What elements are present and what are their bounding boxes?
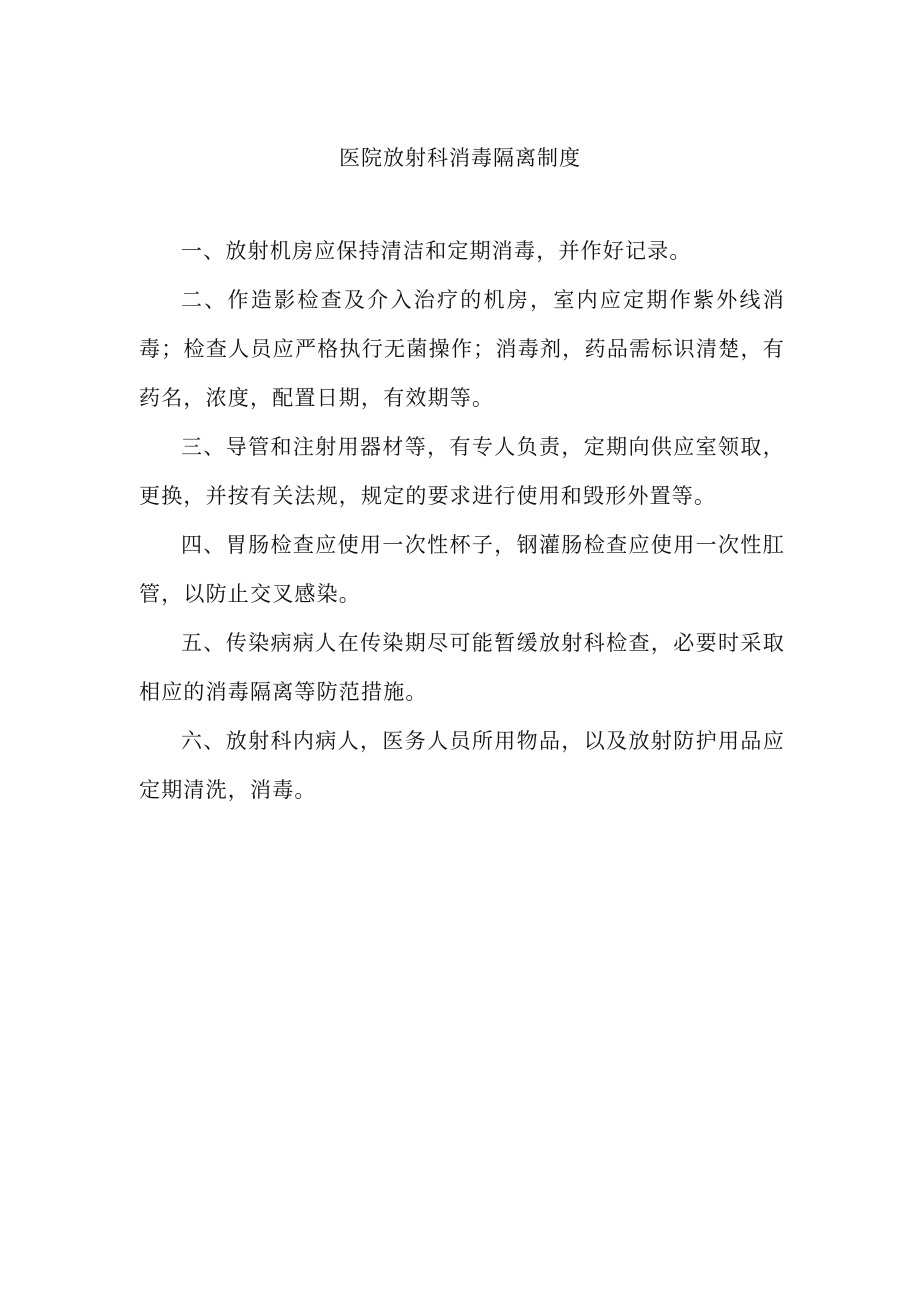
paragraph-1: 一、放射机房应保持清洁和定期消毒，并作好记录。 [181, 239, 692, 263]
paragraph-4: 四、胃肠检查应使用一次性杯子，钢灌肠检查应使用一次性肛管，以防止交叉感染。 [139, 533, 785, 606]
paragraph-6: 六、放射科内病人，医务人员所用物品，以及放射防护用品应定期清洗，消毒。 [139, 729, 785, 802]
paragraph-2: 二、作造影检查及介入治疗的机房，室内应定期作紫外线消毒；检查人员应严格执行无菌操作；消毒剂，药品需标识清楚，有药名，浓度，配置日期，有效期等。 [139, 288, 785, 410]
paragraph-3: 三、导管和注射用器材等，有专人负责，定期向供应室领取，更换，并按有关法规，规定的要求进行使用和毁形外置等。 [139, 435, 785, 508]
paragraph-5: 五、传染病病人在传染期尽可能暂缓放射科检查，必要时采取相应的消毒隔离等防范措施。 [139, 631, 785, 704]
document-body [139, 227, 785, 815]
document-title: 医院放射科消毒隔离制度 [339, 146, 581, 170]
